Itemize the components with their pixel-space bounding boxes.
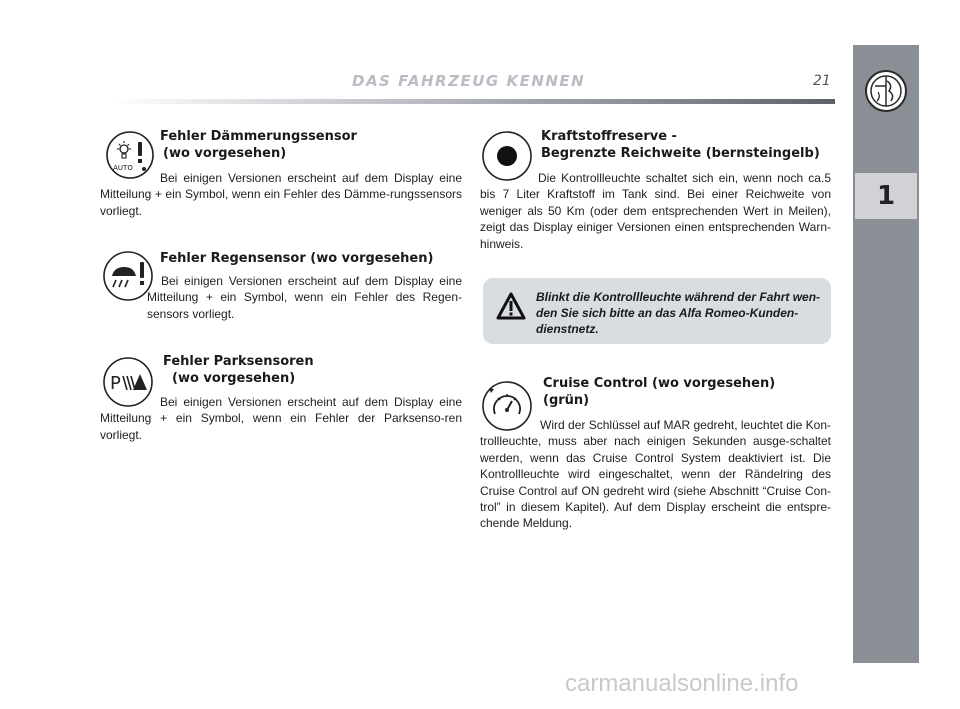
warning-callout (483, 278, 831, 344)
daemmerung-heading-line2: (wo vorgesehen) (163, 146, 287, 161)
dusk-sensor-icon-label: AUTO (113, 164, 133, 172)
cruise-heading-line1: Cruise Control (wo vorgesehen) (543, 376, 776, 391)
page-number: 21 (813, 73, 831, 89)
header-divider (110, 99, 835, 104)
regen-heading: Fehler Regensensor (wo vorgesehen) (160, 251, 434, 266)
daemmerung-body: Bei einigen Versionen erscheint auf dem Display eine Mitteilung + ein Symbol, wenn ein Fehler des Dämme-rungssensors vorliegt. (100, 171, 462, 218)
chapter-side-tab (853, 45, 919, 663)
alfa-romeo-logo-icon (853, 59, 919, 123)
daemmerung-heading-line1: Fehler Dämmerungssensor (160, 129, 357, 144)
kraftstoff-heading-line2: Begrenzte Reichweite (bernsteingelb) (541, 146, 820, 161)
park-heading-line1: Fehler Parksensoren (163, 354, 314, 369)
svg-text:P: P (110, 373, 121, 394)
warning-triangle-icon (496, 292, 526, 325)
cruise-body: Wird der Schlüssel auf MAR gedreht, leuchtet die Kon-trollleuchte, muss aber nach einigen Sekunden ausge-schaltet werden, wenn das Cruise Control System deaktiviert ist. Die Kontrollleuchte wird eingeschaltet, wenn der Rändelring des Cruise Control auf ON gedreht wird (siehe Abschnitt “Cruise Con-trol” in diesem Kapitel). Auf dem Display erscheint die entspre-chende Meldung. (480, 418, 831, 531)
warning-text: Blinkt die Kontrollleuchte während der Fahrt wen-den Sie sich bitte an das Alfa Romeo-Kunden-dienstnetz. (536, 290, 821, 336)
kraftstoff-heading-line1: Kraftstoffreserve - (541, 129, 677, 144)
page-header-title: DAS FAHRZEUG KENNEN (352, 72, 586, 90)
kraftstoff-body: Die Kontrollleuchte schaltet sich ein, wenn noch ca.5 bis 7 Liter Kraftstoff im Tank sind. Bei einer Reichweite von weniger als 50 Km (oder dem entsprechenden Wert in Meilen), zeigt das Display einiger Versionen einen entsprechenden Warn-hinweis. (480, 171, 831, 251)
watermark-text: carmanualsonline.info (565, 670, 799, 697)
regen-body: Bei einigen Versionen erscheint auf dem Display eine Mitteilung + ein Symbol, wenn ein Fehler des Regen-sensors vorliegt. (147, 274, 462, 321)
park-body: Bei einigen Versionen erscheint auf dem Display eine Mitteilung + ein Symbol, wenn ein Fehler der Parksenso-ren vorliegt. (100, 395, 462, 442)
park-heading-line2: (wo vorgesehen) (172, 371, 296, 386)
chapter-number: 1 (855, 173, 917, 219)
cruise-heading-line2: (grün) (543, 393, 590, 408)
